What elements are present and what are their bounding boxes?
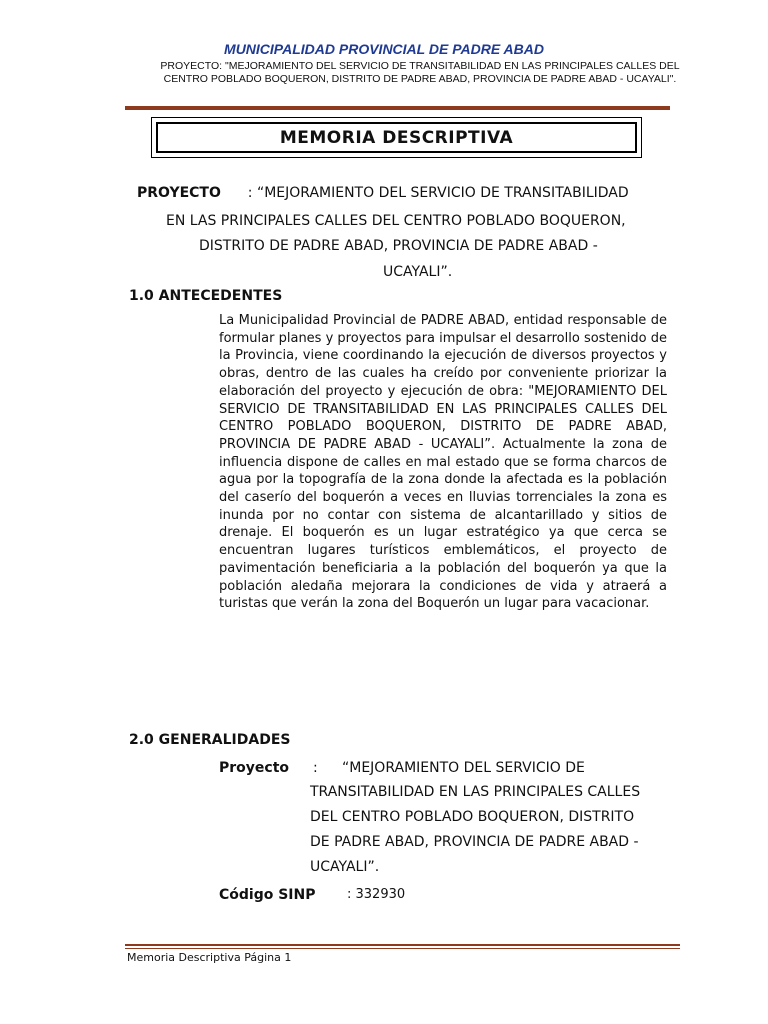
proyecto-line-3: DISTRITO DE PADRE ABAD, PROVINCIA DE PADRE ABAD - (199, 238, 598, 254)
generalidades-proyecto-label (219, 758, 289, 778)
section-heading-generalidades: 2.0 GENERALIDADES (129, 732, 291, 748)
gen-proyecto-label: Proyecto (219, 760, 290, 776)
proyecto-text-1: “MEJORAMIENTO DEL SERVICIO DE TRANSITABILIDAD (256, 185, 629, 201)
proyecto-label: PROYECTO (137, 185, 221, 201)
gen-proyecto-line-3: DEL CENTRO POBLADO BOQUERON, DISTRITO (310, 809, 635, 825)
section-heading-antecedentes: 1.0 ANTECEDENTES (129, 288, 283, 304)
gen-proyecto-line-4: DE PADRE ABAD, PROVINCIA DE PADRE ABAD - (310, 834, 639, 850)
proyecto-line-2: EN LAS PRINCIPALES CALLES DEL CENTRO POBLADO BOQUERON, (166, 213, 626, 229)
footer-divider (125, 944, 680, 946)
proyecto-line-1 (137, 183, 629, 203)
footer-divider-thin (125, 948, 680, 949)
document-title: MEMORIA DESCRIPTIVA (156, 122, 637, 153)
header-project-line-2: CENTRO POBLADO BOQUERON, DISTRITO DE PADRE ABAD, PROVINCIA DE PADRE ABAD - UCAYALI". (163, 73, 677, 85)
codigo-sinp-label: Código SINP (219, 887, 316, 903)
document-title-box (151, 117, 642, 158)
gen-proyecto-line-5: UCAYALI”. (310, 859, 380, 875)
proyecto-line-4: UCAYALI”. (383, 264, 453, 280)
antecedentes-paragraph: La Municipalidad Provincial de PADRE ABAD, entidad responsable de formular planes y proyectos para impulsar el desarrollo sostenido de la Provincia, viene coordinando la ejecución de diversos proyectos y obras, dentro de las cuales ha creído por conveniente priorizar la elaboración del proyecto y ejecución de obra: "MEJORAMIENTO DEL SERVICIO DE TRANSITABILIDAD EN LAS PRINCIPALES CALLES DEL CENTRO POBLADO BOQUERON, DISTRITO DE PADRE ABAD, PROVINCIA DE PADRE ABAD - UCAYALI”. Actualmente la zona de influencia dispone de calles en mal estado que se forma charcos de agua por la topografía de la zona donde la afectada es la población del caserío del boquerón a veces en lluvias torrenciales la zona es inunda por no contar con sistema de alcantarillado y sitios de drenaje. El boquerón es un lugar estratégico ya que cerca se encuentran lugares turísticos emblemáticos, el proyecto de pavimentación beneficiaria a la población del boquerón ya que la población aledaña mejorara la condiciones de vida y atraerá a turistas que verán la zona del Boquerón un lugar para vacacionar. (219, 313, 667, 612)
codigo-sinp-row (219, 885, 316, 905)
proyecto-colon: : (247, 185, 253, 201)
header-project-line-1: PROYECTO: "MEJORAMIENTO DEL SERVICIO DE TRANSITABILIDAD EN LAS PRINCIPALES CALLES DEL (160, 60, 680, 72)
header-divider (125, 106, 670, 110)
header-municipality-title: MUNICIPALIDAD PROVINCIAL DE PADRE ABAD (224, 41, 544, 57)
footer-page-label: Memoria Descriptiva Página 1 (127, 951, 292, 964)
header-project-description (150, 60, 690, 86)
gen-proyecto-line-1: “MEJORAMIENTO DEL SERVICIO DE (342, 760, 585, 776)
codigo-sinp-value: : 332930 (347, 887, 406, 902)
gen-proyecto-colon: : (313, 760, 318, 776)
gen-proyecto-line-2: TRANSITABILIDAD EN LAS PRINCIPALES CALLES (310, 784, 641, 800)
